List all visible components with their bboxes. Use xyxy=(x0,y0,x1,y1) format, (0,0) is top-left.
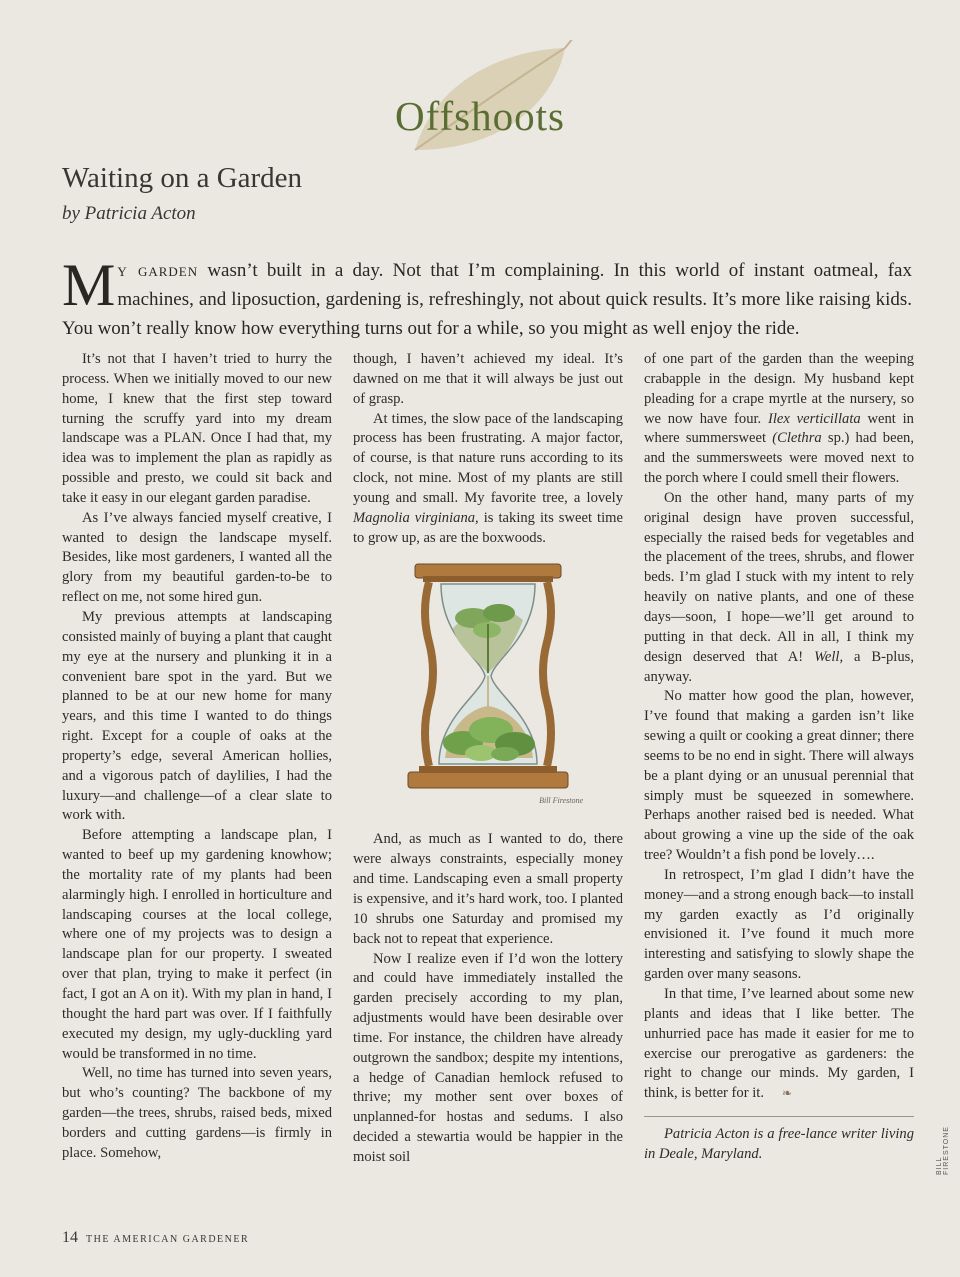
intro-text: wasn’t built in a day. Not that I’m complaining. In this world of instant oatmeal, fax machines, and liposuction, gardening is, refreshingly, not about quick results. It’s more like raising kids. You won’t really know how everything turns out for a while, so you might as well enjoy the ride. xyxy=(62,260,912,339)
intro-smallcaps: y garden xyxy=(117,260,199,281)
column-2 xyxy=(353,350,623,1168)
paragraph: In that time, I’ve learned about some new plants and ideas that I like better. The unhurried pace has made it easier for me to exercise our prerogative as gardeners: the right to change our minds. My garden, I think, is better for it. ❧ xyxy=(644,986,914,1102)
page-number: 14 xyxy=(62,1229,78,1246)
magazine-name: THE AMERICAN GARDENER xyxy=(86,1234,250,1245)
author-bio: Patricia Acton is a free-lance writer living in Deale, Maryland. xyxy=(644,1126,914,1162)
paragraph: At times, the slow pace of the landscaping process has been frustrating. A major factor, of course, is that nature runs according to its clock, not mine. Most of my plants are still young and small. My favorite tree, a lovely Magnolia virginiana, is taking its sweet time to grow up, as are the boxwoods. xyxy=(353,410,623,546)
paragraph: Well, no time has turned into seven years, but who’s counting? The backbone of my garden—the trees, shrubs, raised beds, mixed borders and cutting gardens—is firmly in place. Somehow, xyxy=(62,1065,332,1161)
paragraph: On the other hand, many parts of my original design have proven successful, especially the raised beds for vegetables and the placement of the trees, shrubs, and flower beds. I’m glad I stuck with my intent to rely heavily on native plants, and one of these days—soon, I hope—we’ll get around to putting in that deck. All in all, I think my design deserved that A! Well, a B-plus, anyway. xyxy=(644,489,914,685)
paragraph: In retrospect, I’m glad I didn’t have the money—and a strong enough back—to install my garden exactly as I’d originally envisioned it. I’ve found it much more interesting and satisfying to slowly shape the garden over many seasons. xyxy=(644,866,914,983)
paragraph: though, I haven’t achieved my ideal. It’s dawned on me that it will always be just out of grasp. xyxy=(353,351,623,407)
paragraph: No matter how good the plan, however, I’ve found that making a garden isn’t like sewing a quilt or cooking a great dinner; there seems to be no end in sight. There will always be a plant dying or an unusual perennial that simply must be squeezed in somewhere. Perhaps another raised bed is needed. What about growing a vine up the side of the oak tree? Wouldn’t a fish pond be lovely…. xyxy=(644,688,914,864)
page-footer xyxy=(62,1229,249,1247)
paragraph: of one part of the garden than the weeping crabapple in the design. My husband kept pleading for a crape myrtle at the nursery, so we now have four. Ilex verticillata went in where summersweet (Clethra sp.) had been, and the summersweets were moved next to the porch where I could smell their flowers. xyxy=(644,351,914,487)
end-mark-icon: ❧ xyxy=(781,1086,793,1101)
article-title: Waiting on a Garden xyxy=(62,162,303,194)
column-3 xyxy=(644,350,914,1165)
intro-paragraph xyxy=(62,252,912,343)
illustration-signature: Bill Firestone xyxy=(539,796,583,806)
byline: by Patricia Acton xyxy=(62,203,196,224)
paragraph: And, as much as I wanted to do, there were always constraints, especially money and time. Landscaping even a small property is expensive, and it’s hard work, too. I planted 10 shrubs one Saturday and promised my back not to repeat that experience. xyxy=(353,831,623,947)
hourglass-illustration xyxy=(353,558,623,816)
paragraph: It’s not that I haven’t tried to hurry the process. When we initially moved to our new home, I knew that the first step toward turning the scruffy yard into my dream landscape was a PLAN. Once I had that, my idea was to implement the plan as rapidly as possible and presto, we could sit back and take it easy in our elegant garden paradise. xyxy=(62,351,332,506)
drop-cap: M xyxy=(62,252,116,318)
column-1 xyxy=(62,350,332,1164)
paragraph: My previous attempts at landscaping consisted mainly of buying a plant that caught my eye at the nursery and plunking it in a convenient bare spot in the yard. But we planned to be at our new home for many years, and this time I wanted to do things right. Except for a couple of oaks at the property’s edge, several American hollies, and a vigorous patch of daylilies, I had the luxury—and challenge—of a clear slate to work with. xyxy=(62,608,332,824)
divider xyxy=(644,1116,914,1117)
paragraph: As I’ve always fancied myself creative, I wanted to design the landscape myself. Besides, like most gardeners, I wanted all the glory from my beautiful garden-to-be to reflect on me, not some hired gun. xyxy=(62,509,332,606)
paragraph: Before attempting a landscape plan, I wanted to beef up my gardening knowhow; the mortality rate of my plants had been alarmingly high. I enrolled in horticulture and landscaping courses at the local college, where one of my projects was to design a landscape plan for our property. I sweated over that plan, trying to make it perfect (in fact, I got an A on it). With my plan in hand, I thought the hard part was over. If I faithfully executed my design, my ugly-duckling yard would be transformed in no time. xyxy=(62,827,332,1062)
paragraph: Now I realize even if I’d won the lottery and could have immediately installed the garden precisely according to my plan, adjustments would have been desirable over time. For instance, the children have already outgrown the sandbox; despite my intentions, a hedge of Canadian hemlock refused to thrive; my mother sent over boxes of unplanned-for hostas and sedums. I also decided a stewartia would be happier in the moist soil xyxy=(353,950,623,1165)
section-title: Offshoots xyxy=(395,93,565,139)
photo-credit: BILL FIRESTONE xyxy=(936,1126,950,1175)
